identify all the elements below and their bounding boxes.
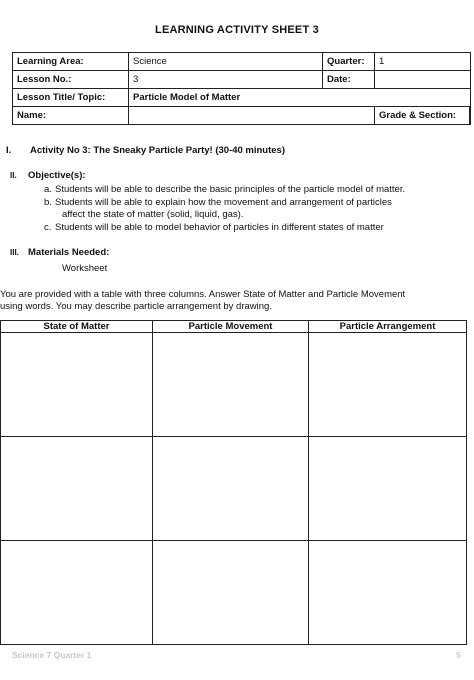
- quarter-label: Quarter:: [323, 53, 375, 71]
- worksheet-row: [1, 541, 467, 645]
- objectives-label: Objective(s):: [28, 170, 86, 181]
- answer-cell[interactable]: [153, 333, 309, 437]
- answer-cell[interactable]: [153, 437, 309, 541]
- objective-text: Students will be able to describe the basic principles of the particle model of matter.: [55, 184, 406, 195]
- materials-number: III.: [10, 248, 19, 257]
- lesson-no-label: Lesson No.:: [13, 71, 129, 89]
- info-row-name: [13, 107, 471, 125]
- name-field[interactable]: [129, 107, 375, 125]
- objective-item: [44, 197, 392, 208]
- column-header-state-of-matter: State of Matter: [1, 321, 153, 333]
- answer-cell[interactable]: [1, 541, 153, 645]
- answer-cell[interactable]: [1, 333, 153, 437]
- answer-cell[interactable]: [309, 333, 467, 437]
- column-header-particle-movement: Particle Movement: [153, 321, 309, 333]
- activity-heading: [6, 145, 285, 156]
- info-table: [12, 52, 471, 125]
- objective-letter: a.: [44, 184, 52, 195]
- info-row-lesson-title: [13, 89, 471, 107]
- worksheet-row: [1, 333, 467, 437]
- column-header-particle-arrangement: Particle Arrangement: [309, 321, 467, 333]
- lesson-title-value: Particle Model of Matter: [129, 89, 471, 107]
- answer-cell[interactable]: [309, 437, 467, 541]
- date-field[interactable]: [375, 71, 471, 89]
- answer-cell[interactable]: [309, 541, 467, 645]
- objective-letter: c.: [44, 222, 52, 233]
- activity-number: I.: [6, 145, 12, 156]
- objectives-number: II.: [10, 171, 17, 180]
- date-label: Date:: [323, 71, 375, 89]
- instructions-line: You are provided with a table with three columns. Answer State of Matter and Particle Movement: [0, 289, 406, 300]
- objectives-heading: [10, 170, 86, 181]
- materials-item: Worksheet: [62, 263, 108, 274]
- objective-text: Students will be able to explain how the movement and arrangement of particles: [55, 197, 392, 208]
- answer-cell[interactable]: [153, 541, 309, 645]
- instructions-line: using words. You may describe particle arrangement by drawing.: [0, 301, 272, 312]
- materials-heading: [10, 247, 109, 258]
- lesson-title-label: Lesson Title/ Topic:: [13, 89, 129, 107]
- worksheet-row: [1, 437, 467, 541]
- objective-text-continued: affect the state of matter (solid, liquid, gas).: [62, 209, 244, 220]
- learning-area-label: Learning Area:: [13, 53, 129, 71]
- activity-title: Activity No 3: The Sneaky Particle Party! (30-40 minutes): [30, 145, 286, 156]
- quarter-value: 1: [375, 53, 471, 71]
- objective-text: Students will be able to model behavior of particles in different states of matter: [55, 222, 384, 233]
- page-number: 5: [456, 650, 461, 660]
- info-row-lesson-no: [13, 71, 471, 89]
- name-label: Name:: [13, 107, 129, 125]
- grade-section-label: Grade & Section:: [375, 107, 470, 124]
- objective-letter: b.: [44, 197, 52, 208]
- objective-item: [44, 184, 405, 195]
- objective-item: [44, 222, 384, 233]
- materials-label: Materials Needed:: [28, 247, 110, 258]
- worksheet-header-row: [1, 321, 467, 333]
- learning-area-value: Science: [129, 53, 323, 71]
- sheet-title: LEARNING ACTIVITY SHEET 3: [155, 24, 319, 36]
- answer-cell[interactable]: [1, 437, 153, 541]
- worksheet-table: [0, 320, 467, 645]
- info-row-learning-area: [13, 53, 471, 71]
- footer-subject: Science 7 Quarter 1: [12, 650, 92, 660]
- lesson-no-value: 3: [129, 71, 323, 89]
